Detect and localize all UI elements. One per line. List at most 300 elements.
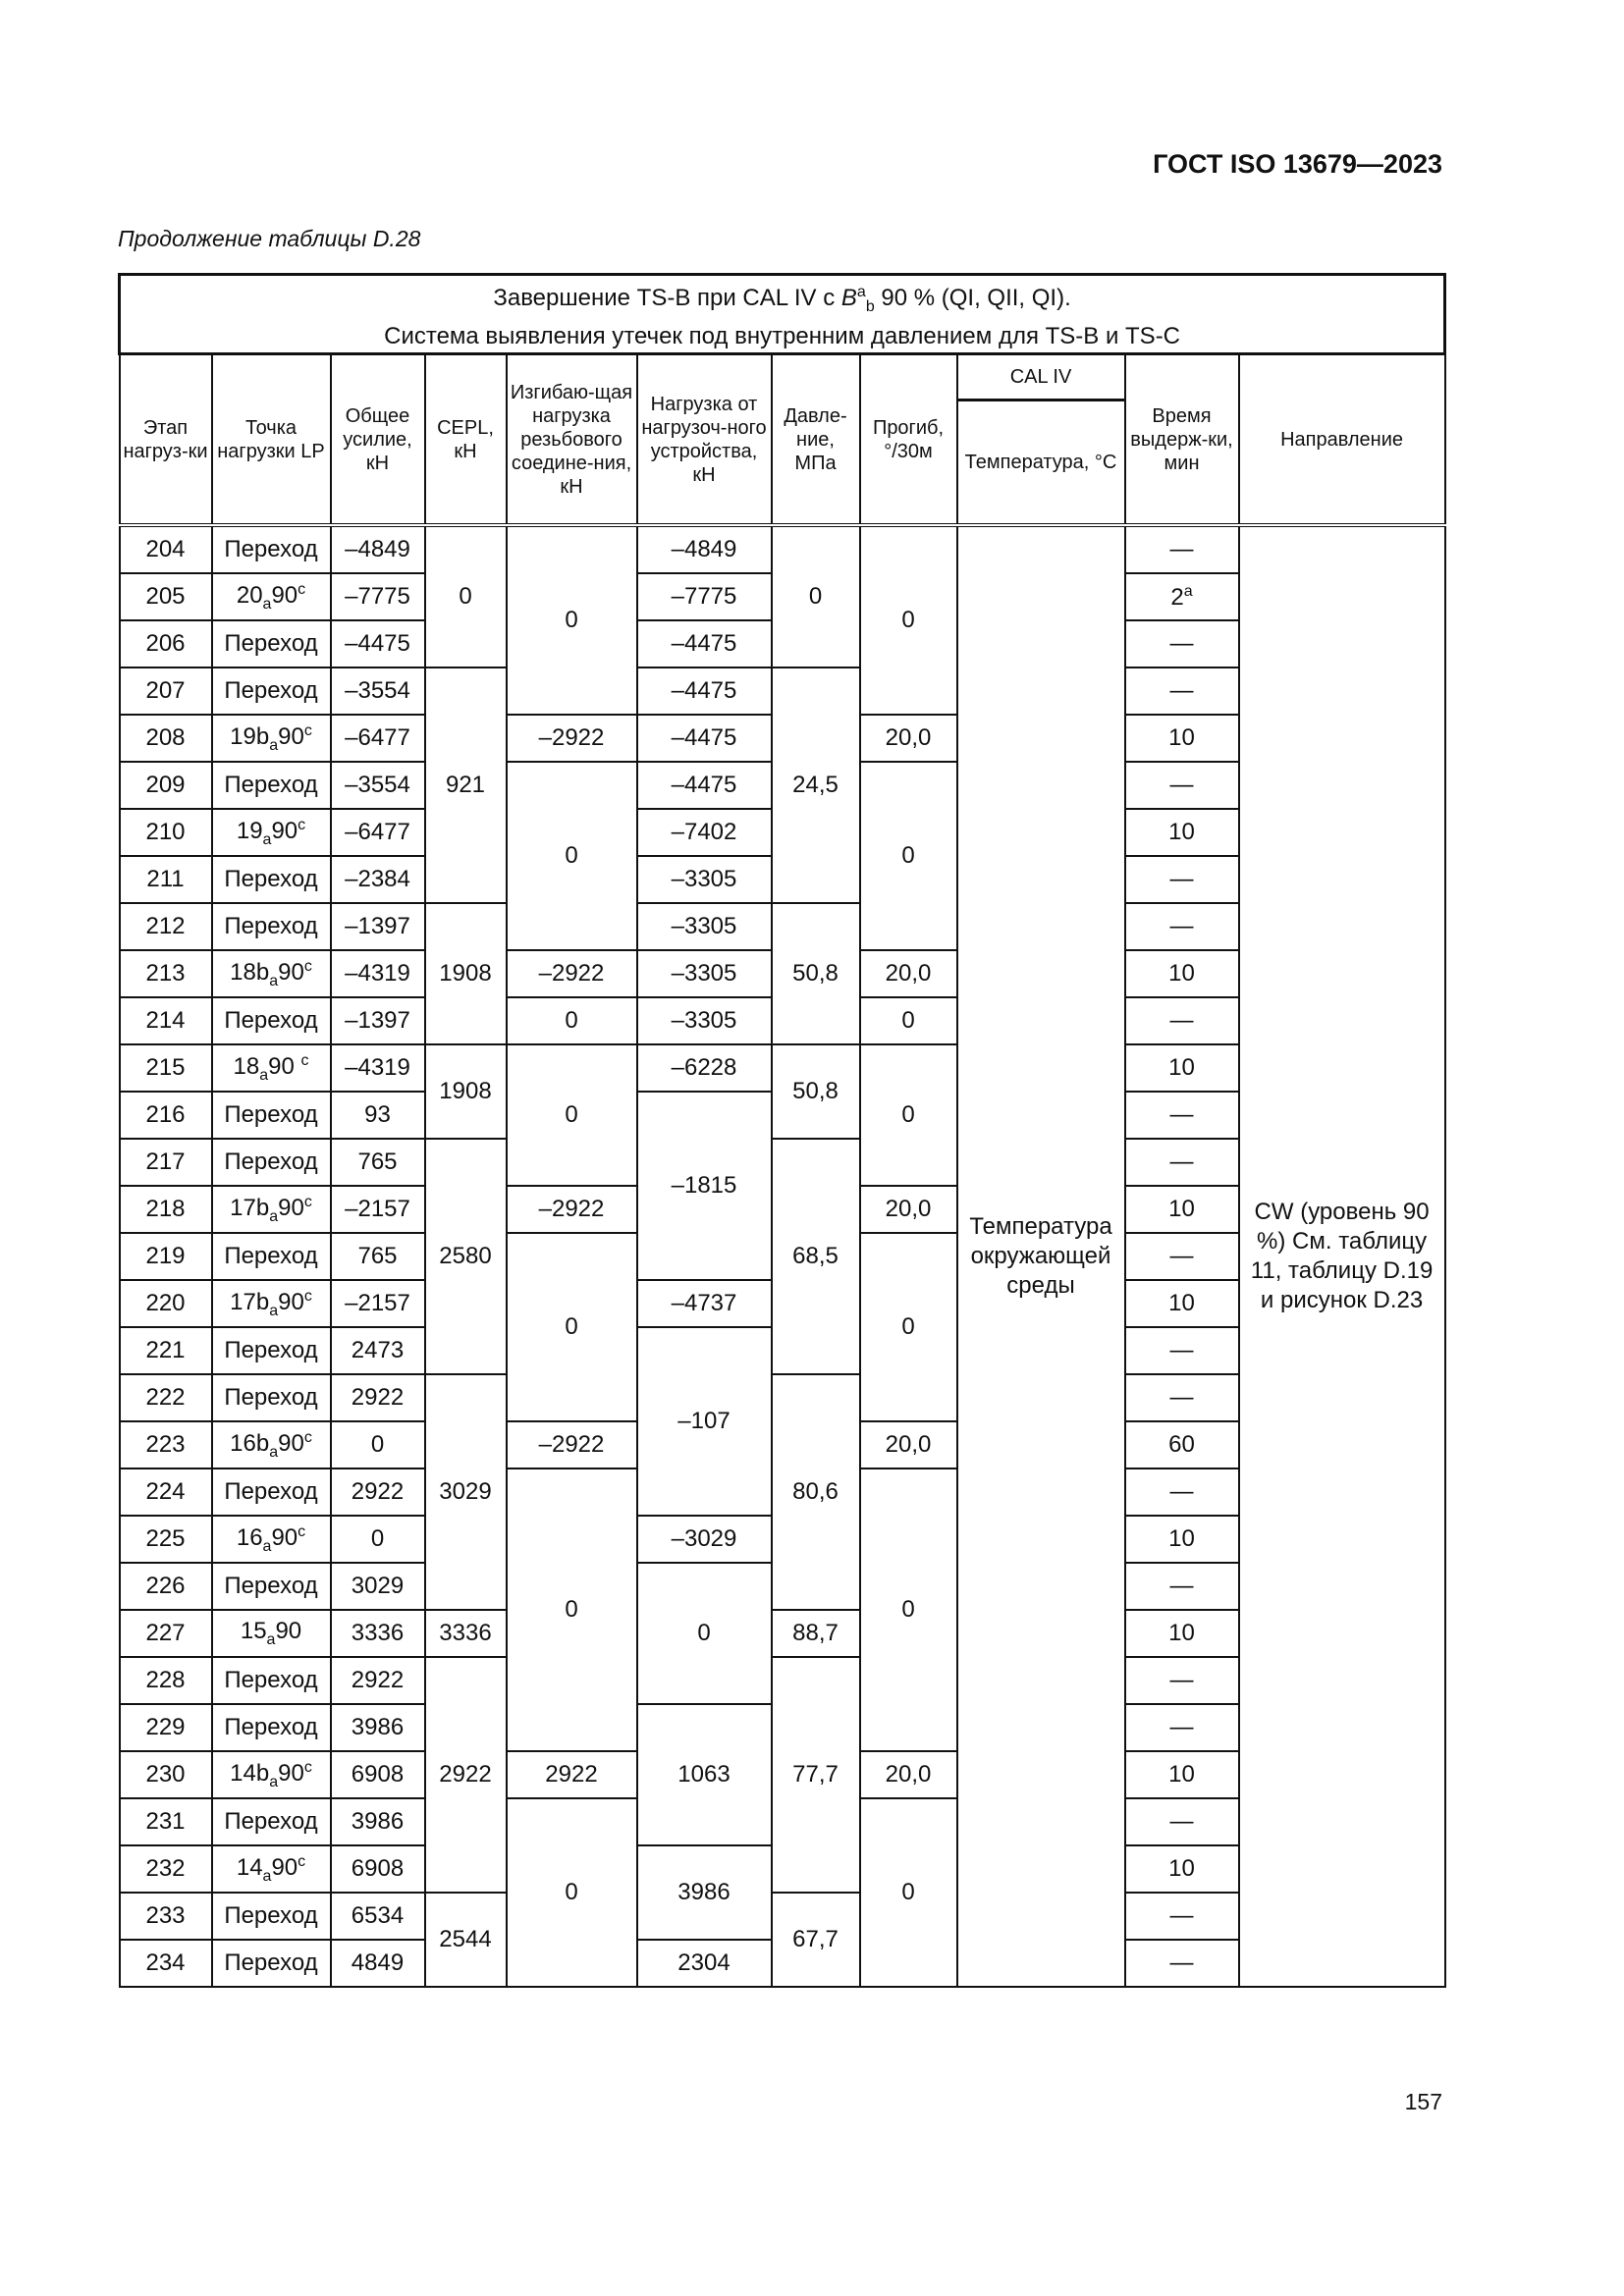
cell-hold xyxy=(1125,1940,1239,1987)
cell-text: Переход xyxy=(224,1667,318,1693)
cell-device: –6228 xyxy=(637,1044,772,1092)
cell-hold xyxy=(1125,997,1239,1044)
cell-stage: 227 xyxy=(120,1610,212,1657)
cell-text: Переход xyxy=(224,1337,318,1363)
cell-temperature: Температура окружающей среды xyxy=(957,525,1125,1987)
cell-stage: 205 xyxy=(120,573,212,620)
cell-hold xyxy=(1125,1516,1239,1563)
cell-text: — xyxy=(1169,1714,1194,1740)
cell-text: Переход xyxy=(224,772,318,798)
cell-text: 14 xyxy=(236,1853,263,1881)
cell-hold xyxy=(1125,903,1239,950)
cell-hold xyxy=(1125,620,1239,667)
cell-stage: 228 xyxy=(120,1657,212,1704)
cell-hold xyxy=(1125,1751,1239,1798)
cell-point xyxy=(212,1374,331,1421)
cell-stage: 231 xyxy=(120,1798,212,1845)
cell-total: 6908 xyxy=(331,1751,425,1798)
header-hold: Время выдерж-ки, мин xyxy=(1125,354,1239,526)
cell-text: 16 xyxy=(236,1523,263,1551)
cell-bending: 0 xyxy=(507,997,637,1044)
cell-text: Переход xyxy=(224,1243,318,1269)
cell-hold xyxy=(1125,667,1239,715)
cell-superscript: c xyxy=(298,580,306,598)
cell-superscript: c xyxy=(303,721,312,739)
cell-hold xyxy=(1125,525,1239,573)
cell-stage: 209 xyxy=(120,762,212,809)
cell-hold xyxy=(1125,1421,1239,1468)
cell-pressure: 77,7 xyxy=(772,1657,860,1893)
cell-stage: 217 xyxy=(120,1139,212,1186)
cell-text: 90 xyxy=(271,1523,298,1551)
cell-stage: 218 xyxy=(120,1186,212,1233)
cell-total: –2157 xyxy=(331,1186,425,1233)
cell-device: –3029 xyxy=(637,1516,772,1563)
cell-point xyxy=(212,1044,331,1092)
cell-device: –4475 xyxy=(637,667,772,715)
cell-text: — xyxy=(1169,1337,1194,1363)
cell-hold xyxy=(1125,715,1239,762)
cell-superscript: c xyxy=(298,816,306,833)
cell-text: 14b xyxy=(230,1759,270,1787)
cell-hold xyxy=(1125,1468,1239,1516)
cell-point xyxy=(212,1845,331,1893)
cell-deflection: 0 xyxy=(860,1044,957,1186)
cell-bending: 0 xyxy=(507,525,637,715)
cell-text: Переход xyxy=(224,1384,318,1411)
cell-text: Переход xyxy=(224,1478,318,1505)
cell-device: –3305 xyxy=(637,856,772,903)
cell-point xyxy=(212,950,331,997)
header-point: Точка нагрузки LP xyxy=(212,354,331,526)
cell-hold xyxy=(1125,1563,1239,1610)
cell-text: 19b xyxy=(230,722,270,750)
cell-superscript: c xyxy=(298,1522,306,1540)
cell-stage: 221 xyxy=(120,1327,212,1374)
cell-cepl: 1908 xyxy=(425,903,507,1044)
cell-stage: 211 xyxy=(120,856,212,903)
cell-cepl: 2922 xyxy=(425,1657,507,1893)
cell-point xyxy=(212,809,331,856)
cell-text: 90 xyxy=(278,958,304,986)
cell-subscript: a xyxy=(266,1631,276,1648)
cell-stage: 222 xyxy=(120,1374,212,1421)
cell-deflection: 20,0 xyxy=(860,950,957,997)
cell-pressure: 50,8 xyxy=(772,903,860,1044)
cell-total: 0 xyxy=(331,1516,425,1563)
title-sup: a xyxy=(856,283,866,300)
cell-stage: 213 xyxy=(120,950,212,997)
header-total: Общее усилие, кН xyxy=(331,354,425,526)
cell-bending: 0 xyxy=(507,762,637,950)
cell-point xyxy=(212,1468,331,1516)
cell-superscript: c xyxy=(303,957,312,975)
cell-text: — xyxy=(1169,630,1194,657)
cell-text: 90 xyxy=(268,1052,301,1080)
cell-device: –4849 xyxy=(637,525,772,573)
cell-point xyxy=(212,997,331,1044)
cell-point xyxy=(212,1233,331,1280)
cell-stage: 214 xyxy=(120,997,212,1044)
cell-hold xyxy=(1125,573,1239,620)
cell-total: 2922 xyxy=(331,1468,425,1516)
cell-text: — xyxy=(1169,1949,1194,1976)
cell-deflection: 20,0 xyxy=(860,1751,957,1798)
cell-device: –7775 xyxy=(637,573,772,620)
table-caption: Продолжение таблицы D.28 xyxy=(118,226,421,251)
cell-text: 90 xyxy=(275,1618,302,1644)
cell-hold xyxy=(1125,1233,1239,1280)
document-code: ГОСТ ISO 13679—2023 xyxy=(1153,149,1442,179)
cell-superscript: a xyxy=(1183,582,1193,600)
cell-text: — xyxy=(1169,866,1194,892)
cell-device: –4737 xyxy=(637,1280,772,1327)
cell-device: 1063 xyxy=(637,1704,772,1845)
cell-text: 90 xyxy=(278,1429,304,1457)
cell-total: 6534 xyxy=(331,1893,425,1940)
cell-point xyxy=(212,1280,331,1327)
cell-deflection: 20,0 xyxy=(860,1421,957,1468)
cell-total: –4319 xyxy=(331,1044,425,1092)
cell-stage: 208 xyxy=(120,715,212,762)
cell-stage: 223 xyxy=(120,1421,212,1468)
title-line-2: Система выявления утечек под внутренним давлением для TS-B и TS-C xyxy=(384,322,1181,349)
cell-total: 765 xyxy=(331,1139,425,1186)
cell-subscript: a xyxy=(262,595,272,613)
cell-total: 3029 xyxy=(331,1563,425,1610)
table-title xyxy=(120,275,1445,354)
cell-text: — xyxy=(1169,772,1194,798)
cell-total: 6908 xyxy=(331,1845,425,1893)
cell-cepl: 0 xyxy=(425,525,507,667)
cell-cepl: 1908 xyxy=(425,1044,507,1139)
header-deflection: Прогиб, °/30м xyxy=(860,354,957,526)
cell-point xyxy=(212,903,331,950)
cell-subscript: a xyxy=(269,736,279,754)
cell-stage: 219 xyxy=(120,1233,212,1280)
title-text-end: 90 % (QI, QII, QI). xyxy=(874,284,1071,311)
cell-deflection: 20,0 xyxy=(860,715,957,762)
cell-cepl: 921 xyxy=(425,667,507,903)
header-device: Нагрузка от нагрузоч-ного устройства, кН xyxy=(637,354,772,526)
cell-cepl: 3029 xyxy=(425,1374,507,1610)
cell-bending: –2922 xyxy=(507,1186,637,1233)
cell-bending: 0 xyxy=(507,1468,637,1751)
cell-stage: 234 xyxy=(120,1940,212,1987)
cell-point xyxy=(212,762,331,809)
cell-device: 3986 xyxy=(637,1845,772,1940)
cell-total: –1397 xyxy=(331,903,425,950)
cell-hold xyxy=(1125,762,1239,809)
cell-point xyxy=(212,1610,331,1657)
cell-text: Переход xyxy=(224,536,318,562)
cell-point xyxy=(212,667,331,715)
cell-subscript: a xyxy=(269,1773,279,1790)
cell-text: 90 xyxy=(278,1759,304,1787)
page-number: 157 xyxy=(1404,2089,1442,2114)
cell-bending: 2922 xyxy=(507,1751,637,1798)
cell-total: –6477 xyxy=(331,809,425,856)
cell-device: –3305 xyxy=(637,903,772,950)
cell-subscript: a xyxy=(262,1537,272,1555)
cell-text: 10 xyxy=(1168,1761,1195,1788)
cell-text: — xyxy=(1169,1667,1194,1693)
title-text: Завершение TS-B при CAL IV с xyxy=(493,284,841,311)
cell-total: –4319 xyxy=(331,950,425,997)
cell-text: — xyxy=(1169,1478,1194,1505)
cell-hold xyxy=(1125,1798,1239,1845)
cell-text: 10 xyxy=(1168,819,1195,845)
cell-stage: 233 xyxy=(120,1893,212,1940)
cell-subscript: a xyxy=(259,1066,269,1084)
cell-superscript: c xyxy=(303,1287,312,1305)
cell-point xyxy=(212,1516,331,1563)
cell-text: 10 xyxy=(1168,1620,1195,1646)
cell-cepl: 2544 xyxy=(425,1893,507,1987)
cell-point xyxy=(212,1798,331,1845)
cell-point xyxy=(212,1186,331,1233)
cell-text: 10 xyxy=(1168,1525,1195,1552)
cell-stage: 229 xyxy=(120,1704,212,1751)
cell-stage: 206 xyxy=(120,620,212,667)
cell-text: 18b xyxy=(230,958,270,986)
cell-hold xyxy=(1125,1139,1239,1186)
cell-text: 60 xyxy=(1168,1431,1195,1458)
cell-hold xyxy=(1125,1610,1239,1657)
cell-device: 2304 xyxy=(637,1940,772,1987)
cell-text: — xyxy=(1169,1808,1194,1835)
cell-text: — xyxy=(1169,1101,1194,1128)
cell-text: — xyxy=(1169,1007,1194,1034)
cell-text: Переход xyxy=(224,1148,318,1175)
cell-total: 4849 xyxy=(331,1940,425,1987)
cell-text: — xyxy=(1169,1243,1194,1269)
cell-text: 90 xyxy=(278,722,304,750)
cell-stage: 226 xyxy=(120,1563,212,1610)
cell-device: –1815 xyxy=(637,1092,772,1280)
cell-subscript: a xyxy=(269,1302,279,1319)
header-cepl: CEPL, кН xyxy=(425,354,507,526)
cell-total: –4475 xyxy=(331,620,425,667)
cell-text: 90 xyxy=(271,817,298,844)
cell-hold xyxy=(1125,1044,1239,1092)
cell-text: 17b xyxy=(230,1288,270,1315)
table-row xyxy=(120,525,1445,573)
cell-text: Переход xyxy=(224,1573,318,1599)
cell-point xyxy=(212,1421,331,1468)
cell-hold xyxy=(1125,950,1239,997)
cell-device: –107 xyxy=(637,1327,772,1516)
header-pressure: Давле-ние, МПа xyxy=(772,354,860,526)
cell-hold xyxy=(1125,1374,1239,1421)
cell-hold xyxy=(1125,856,1239,903)
cell-total: 93 xyxy=(331,1092,425,1139)
cell-text: 10 xyxy=(1168,960,1195,987)
cell-cepl: 3336 xyxy=(425,1610,507,1657)
cell-total: –3554 xyxy=(331,667,425,715)
cell-text: 16b xyxy=(230,1429,270,1457)
cell-pressure: 24,5 xyxy=(772,667,860,903)
cell-text: — xyxy=(1169,1384,1194,1411)
cell-hold xyxy=(1125,1657,1239,1704)
cell-subscript: a xyxy=(269,972,279,989)
cell-stage: 220 xyxy=(120,1280,212,1327)
cell-hold xyxy=(1125,1186,1239,1233)
cell-text: 17b xyxy=(230,1194,270,1221)
cell-subscript: a xyxy=(269,1443,279,1461)
cell-total: –7775 xyxy=(331,573,425,620)
cell-superscript: c xyxy=(298,1852,306,1870)
cell-pressure: 68,5 xyxy=(772,1139,860,1374)
cell-text: 10 xyxy=(1168,1290,1195,1316)
cell-text: 10 xyxy=(1168,1855,1195,1882)
cell-point xyxy=(212,1092,331,1139)
cell-point xyxy=(212,1940,331,1987)
cell-text: Переход xyxy=(224,1808,318,1835)
cell-total: –3554 xyxy=(331,762,425,809)
cell-bending: 0 xyxy=(507,1798,637,1987)
cell-text: 20 xyxy=(236,581,263,609)
title-symbol: B xyxy=(840,284,857,311)
cell-point xyxy=(212,1327,331,1374)
cell-point xyxy=(212,715,331,762)
cell-point xyxy=(212,1751,331,1798)
cell-point xyxy=(212,1563,331,1610)
cell-total: –6477 xyxy=(331,715,425,762)
cell-text: Переход xyxy=(224,913,318,939)
cell-text: 10 xyxy=(1168,724,1195,751)
cell-text: 10 xyxy=(1168,1054,1195,1081)
cell-pressure: 67,7 xyxy=(772,1893,860,1987)
cell-deflection: 0 xyxy=(860,997,957,1044)
title-sub: b xyxy=(865,297,875,315)
cell-bending: –2922 xyxy=(507,950,637,997)
cell-text: Переход xyxy=(224,866,318,892)
cell-text: Переход xyxy=(224,1902,318,1929)
cell-text: 90 xyxy=(271,1853,298,1881)
cell-text: — xyxy=(1169,1573,1194,1599)
cell-bending: –2922 xyxy=(507,715,637,762)
cell-text: 15 xyxy=(240,1618,267,1644)
cell-pressure: 50,8 xyxy=(772,1044,860,1139)
cell-pressure: 88,7 xyxy=(772,1610,860,1657)
cell-hold xyxy=(1125,1845,1239,1893)
header-cal: CAL IV xyxy=(957,354,1125,400)
cell-superscript: c xyxy=(303,1758,312,1776)
cell-superscript: c xyxy=(303,1193,312,1210)
cell-text: 90 xyxy=(278,1194,304,1221)
cell-superscript: c xyxy=(300,1051,309,1069)
cell-total: 2922 xyxy=(331,1374,425,1421)
cell-device: –7402 xyxy=(637,809,772,856)
cell-hold xyxy=(1125,809,1239,856)
cell-device: 0 xyxy=(637,1563,772,1704)
cell-device: –4475 xyxy=(637,715,772,762)
header-direction: Направление xyxy=(1239,354,1445,526)
cell-stage: 210 xyxy=(120,809,212,856)
header-temperature: Температура, °С xyxy=(957,400,1125,526)
cell-deflection: 0 xyxy=(860,1233,957,1421)
cell-stage: 232 xyxy=(120,1845,212,1893)
cell-deflection: 0 xyxy=(860,1468,957,1751)
cell-text: Переход xyxy=(224,1101,318,1128)
cell-stage: 224 xyxy=(120,1468,212,1516)
cell-total: 2473 xyxy=(331,1327,425,1374)
cell-device: –4475 xyxy=(637,762,772,809)
cell-point xyxy=(212,1704,331,1751)
header-stage: Этап нагруз-ки xyxy=(120,354,212,526)
cell-text: — xyxy=(1169,536,1194,562)
cell-total: 2922 xyxy=(331,1657,425,1704)
cell-total: –2157 xyxy=(331,1280,425,1327)
cell-cepl: 2580 xyxy=(425,1139,507,1374)
cell-text: — xyxy=(1169,677,1194,704)
cell-text: 90 xyxy=(278,1288,304,1315)
cell-stage: 230 xyxy=(120,1751,212,1798)
cell-text: 18 xyxy=(233,1052,260,1080)
cell-text: Переход xyxy=(224,630,318,657)
data-table xyxy=(118,273,1446,1988)
cell-hold xyxy=(1125,1092,1239,1139)
cell-text: 2 xyxy=(1170,583,1184,611)
cell-total: –1397 xyxy=(331,997,425,1044)
cell-point xyxy=(212,620,331,667)
cell-text: — xyxy=(1169,1148,1194,1175)
cell-deflection: 0 xyxy=(860,762,957,950)
cell-stage: 225 xyxy=(120,1516,212,1563)
cell-deflection: 20,0 xyxy=(860,1186,957,1233)
cell-total: 765 xyxy=(331,1233,425,1280)
cell-text: — xyxy=(1169,1902,1194,1929)
cell-device: –3305 xyxy=(637,997,772,1044)
cell-total: –2384 xyxy=(331,856,425,903)
cell-bending: –2922 xyxy=(507,1421,637,1468)
cell-superscript: c xyxy=(303,1428,312,1446)
cell-point xyxy=(212,573,331,620)
cell-hold xyxy=(1125,1893,1239,1940)
cell-text: Переход xyxy=(224,1007,318,1034)
cell-total: 3336 xyxy=(331,1610,425,1657)
cell-total: 0 xyxy=(331,1421,425,1468)
cell-deflection: 0 xyxy=(860,525,957,715)
cell-text: Переход xyxy=(224,1949,318,1976)
cell-direction: CW (уровень 90 %) См. таблицу 11, таблицу D.19 и рисунок D.23 xyxy=(1239,525,1445,1987)
cell-device: –4475 xyxy=(637,620,772,667)
cell-pressure: 80,6 xyxy=(772,1374,860,1610)
cell-bending: 0 xyxy=(507,1044,637,1186)
cell-point xyxy=(212,1893,331,1940)
cell-text: Переход xyxy=(224,1714,318,1740)
cell-point xyxy=(212,1657,331,1704)
cell-subscript: a xyxy=(262,830,272,848)
cell-device: –3305 xyxy=(637,950,772,997)
table-body xyxy=(120,525,1445,1987)
cell-point xyxy=(212,1139,331,1186)
cell-stage: 216 xyxy=(120,1092,212,1139)
cell-stage: 215 xyxy=(120,1044,212,1092)
cell-total: 3986 xyxy=(331,1798,425,1845)
cell-hold xyxy=(1125,1280,1239,1327)
header-bending: Изгибаю-щая нагрузка резьбового соедине-ния, кН xyxy=(507,354,637,526)
cell-text: Переход xyxy=(224,677,318,704)
cell-deflection: 0 xyxy=(860,1798,957,1987)
cell-hold xyxy=(1125,1327,1239,1374)
cell-hold xyxy=(1125,1704,1239,1751)
cell-bending: 0 xyxy=(507,1233,637,1421)
cell-text: 19 xyxy=(236,817,263,844)
cell-text: 90 xyxy=(271,581,298,609)
cell-text: — xyxy=(1169,913,1194,939)
